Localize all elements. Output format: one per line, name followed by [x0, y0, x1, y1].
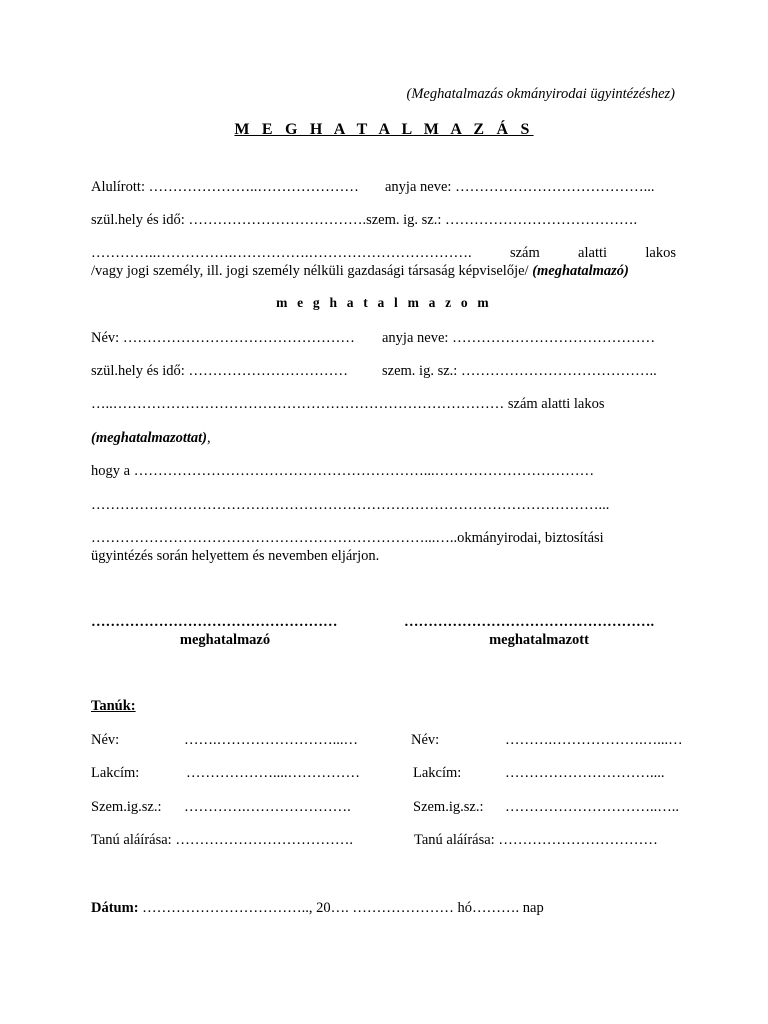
principal-role: (meghatalmazó) [532, 263, 629, 279]
agent-address-row [91, 397, 605, 412]
principal-birth-label: szül.hely és idő: [91, 212, 185, 228]
witness2-signature-field[interactable]: …………………………… [498, 832, 658, 848]
date-month-field[interactable]: ………………… [352, 900, 454, 916]
principal-name-label: Alulírott: [91, 179, 145, 195]
principal-signature-label: meghatalmazó [179, 632, 271, 648]
agent-signature-label: meghatalmazott [489, 632, 589, 648]
purpose-closing: ügyintézés során helyettem és nevemben eljárjon. [91, 548, 380, 564]
agent-address-suffix: szám alatti lakos [507, 396, 605, 412]
date-month-label: hó [457, 900, 473, 916]
purpose-field-1[interactable]: ……………………………………………………...…………………………… [133, 463, 595, 479]
purpose-prefix: hogy a [91, 463, 131, 479]
principal-address-word-3: lakos [645, 245, 676, 261]
header-note: (Meghatalmazás okmányirodai ügyintézéshez) [406, 86, 675, 102]
purpose-row-1 [91, 464, 594, 479]
agent-mother-field[interactable]: …………………………………… [452, 330, 656, 346]
date-row [91, 901, 544, 916]
principal-mother-row [385, 180, 654, 195]
principal-id-field[interactable]: …………………………………. [445, 212, 638, 228]
agent-birth-field[interactable]: …………………………… [188, 363, 348, 379]
principal-name-field[interactable]: …………………..………………… [148, 179, 359, 195]
agent-id-label: szem. ig. sz.: [382, 363, 458, 379]
date-year[interactable]: , 20…. [308, 900, 349, 916]
witness1-id-field[interactable]: ………….…………………. [184, 799, 351, 815]
principal-legal-entity-row [91, 264, 629, 279]
witness1-id-label: Szem.ig.sz.: [91, 799, 162, 815]
agent-role-row [91, 431, 211, 446]
witness1-signature-row [91, 833, 353, 848]
purpose-field-2[interactable]: ……………………………………………………………………………………………... [91, 497, 610, 513]
date-label: Dátum: [91, 900, 139, 916]
witness1-address-label: Lakcím: [91, 765, 140, 781]
principal-mother-label: anyja neve: [385, 179, 452, 195]
agent-signature-line[interactable]: ……………………………………………. [404, 614, 655, 630]
witness2-address-field[interactable]: ………………………….... [505, 765, 665, 781]
principal-address-word-2: alatti [578, 245, 608, 261]
agent-name-field[interactable]: ………………………………………… [122, 330, 355, 346]
witness2-signature-row [414, 833, 658, 848]
principal-name-row [91, 180, 359, 195]
agent-mother-label: anyja neve: [382, 330, 449, 346]
principal-mother-field[interactable]: …………………………………... [455, 179, 655, 195]
purpose-field-3[interactable]: ……………………………………………………………...….. [91, 530, 458, 546]
agent-address-field[interactable]: …..……………………………………………………………………… [91, 396, 505, 412]
principal-id-label: szem. ig. sz.: [366, 212, 442, 228]
agent-mother-row [382, 331, 655, 346]
witness2-name-label: Név: [411, 732, 440, 748]
agent-id-field[interactable]: ………………………………….. [460, 363, 657, 379]
agent-birth-row [91, 364, 348, 379]
authorize-heading: m e g h a t a l m a z o m [276, 295, 492, 310]
agent-role: (meghatalmazottat) [91, 430, 207, 446]
purpose-row-3 [91, 531, 604, 546]
witness2-signature-label: Tanú aláírása: [414, 832, 495, 848]
agent-birth-label: szül.hely és idő: [91, 363, 185, 379]
principal-address-field[interactable]: …………..…………….…………….……………………………. [91, 245, 472, 261]
purpose-suffix: okmányirodai, biztosítási [457, 530, 604, 546]
witness1-name-label: Név: [91, 732, 120, 748]
legal-entity-note: /vagy jogi személy, ill. jogi személy nélküli gazdasági társaság képviselője/ [91, 263, 529, 279]
witness2-id-label: Szem.ig.sz.: [413, 799, 484, 815]
witness2-name-field[interactable]: ……….……………….…...… [505, 732, 683, 748]
date-place-field[interactable]: …………………………….. [142, 900, 309, 916]
agent-name-label: Név: [91, 330, 120, 346]
witness1-signature-label: Tanú aláírása: [91, 832, 172, 848]
witness1-signature-field[interactable]: ………………………………. [175, 832, 353, 848]
witnesses-heading: Tanúk: [91, 698, 136, 714]
principal-birth-field[interactable]: ………………………………. [188, 212, 367, 228]
witness1-name-field[interactable]: …….……………………...… [184, 732, 358, 748]
witness1-address-field[interactable]: ………………....…………… [186, 765, 360, 781]
witness2-address-label: Lakcím: [413, 765, 462, 781]
principal-signature-line[interactable]: …………………………………………… [91, 614, 338, 630]
date-day-label: nap [522, 900, 544, 916]
principal-birth-row [91, 213, 637, 228]
document-title: M E G H A T A L M A Z Á S [234, 121, 534, 138]
principal-address-row [91, 246, 676, 261]
witness2-id-field[interactable]: …………………………..….. [505, 799, 679, 815]
agent-role-comma: , [207, 430, 211, 446]
agent-name-row [91, 331, 355, 346]
date-day-field[interactable]: ………. [472, 900, 520, 916]
principal-address-word-1: szám [509, 245, 540, 261]
agent-id-row [382, 364, 657, 379]
